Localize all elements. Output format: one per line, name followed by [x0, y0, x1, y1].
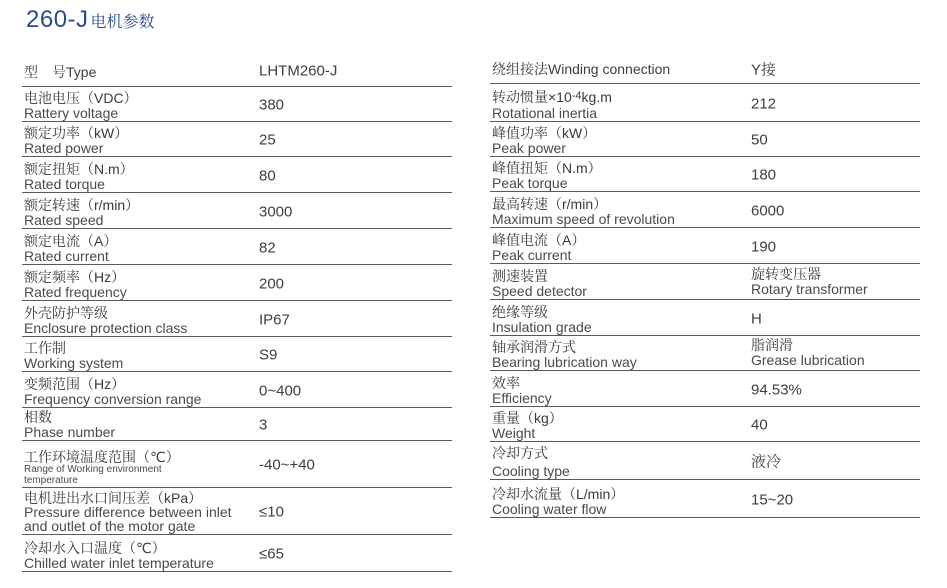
spec-label-cn: 额定电流（A）	[24, 233, 118, 249]
spec-label	[492, 233, 732, 262]
spec-value: 50	[751, 131, 768, 149]
table-row	[22, 122, 452, 157]
spec-label	[24, 162, 264, 191]
spec-label-en: Rattery voltage	[24, 105, 119, 121]
spec-label-cn: 工作制	[24, 340, 66, 356]
spec-label	[492, 161, 732, 190]
table-row	[22, 301, 452, 337]
spec-label	[24, 450, 264, 486]
inertia-unit: kg.m	[581, 89, 612, 105]
spec-label-cn: 外壳防护等级	[24, 305, 108, 321]
spec-label-en: Insulation grade	[492, 319, 592, 335]
spec-label-en: Speed detector	[492, 283, 587, 299]
spec-value: Y接	[751, 61, 777, 79]
table-row	[22, 54, 452, 87]
spec-label-cn: 冷却方式	[492, 445, 548, 461]
table-row	[490, 371, 920, 407]
table-row	[22, 337, 452, 372]
spec-label	[492, 446, 732, 478]
spec-label-en: Frequency conversion range	[24, 391, 202, 407]
spec-label	[24, 270, 264, 299]
spec-value-cn: 脂润滑	[751, 336, 793, 353]
spec-value: 94.53%	[751, 381, 802, 399]
table-row	[22, 229, 452, 265]
spec-label-cn: 峰值功率（kW）	[492, 125, 597, 141]
spec-label	[492, 305, 732, 334]
page-title	[26, 6, 155, 36]
spec-label	[24, 126, 264, 155]
spec-label	[24, 541, 264, 570]
spec-value: H	[751, 310, 762, 328]
spec-value: IP67	[259, 311, 290, 329]
page-title-subtitle: 电机参数	[90, 14, 155, 31]
spec-label-cn: 峰值扭矩（N.m）	[492, 160, 602, 176]
spec-label-en: Working system	[24, 355, 124, 371]
spec-label-cn: 额定扭矩（N.m）	[24, 161, 134, 177]
table-row	[22, 372, 452, 408]
spec-value: 25	[259, 131, 276, 149]
spec-label	[492, 411, 732, 440]
spec-label	[24, 410, 264, 439]
spec-label-en: Peak torque	[492, 175, 568, 191]
spec-label-en: Range of Working environment temperature	[24, 464, 162, 486]
inertia-label-text: 转动惯量×10	[492, 89, 572, 105]
spec-label: 绕组接法Winding connection	[492, 61, 671, 77]
spec-label	[24, 234, 264, 263]
spec-label-en: Cooling type	[492, 463, 570, 479]
spec-value: 液冷	[751, 453, 782, 471]
table-row	[490, 407, 920, 442]
spec-value: 380	[259, 96, 285, 114]
spec-value: 0~400	[259, 382, 302, 400]
spec-value: 190	[751, 238, 777, 256]
spec-label-cn: 额定转速（r/min）	[24, 197, 140, 213]
spec-label-cn: 冷却水入口温度（℃）	[24, 540, 166, 556]
table-row	[22, 265, 452, 301]
table-row	[490, 122, 920, 157]
table-row	[490, 300, 920, 336]
table-row	[490, 192, 920, 228]
spec-label-cn: 效率	[492, 375, 520, 391]
table-row	[490, 228, 920, 264]
spec-label-en: Rated speed	[24, 212, 104, 228]
spec-label	[492, 126, 732, 155]
spec-label-cn: 测速装置	[492, 268, 548, 284]
spec-label-en: Cooling water flow	[492, 501, 607, 517]
spec-label-cn: 重量（kg）	[492, 410, 563, 426]
spec-label-cn: 峰值电流（A）	[492, 232, 586, 248]
table-row	[22, 535, 452, 572]
spec-label-cn: 变频范围（Hz）	[24, 376, 126, 392]
spec-value: 40	[751, 416, 768, 434]
spec-value-cn: 旋转变压器	[751, 265, 821, 282]
spec-label-cn: 额定功率（kW）	[24, 125, 129, 141]
table-row	[490, 84, 920, 122]
spec-label	[24, 306, 264, 335]
spec-label-cn: 冷却水流量（L/min）	[492, 486, 625, 502]
spec-label-en: Bearing lubrication way	[492, 354, 637, 370]
spec-value-en: Rotary transformer	[751, 281, 868, 298]
spec-label: 型 号Type	[24, 64, 97, 80]
spec-label-cn: 相数	[24, 409, 52, 425]
spec-label-cn: 最高转速（r/min）	[492, 196, 608, 212]
spec-value: 80	[259, 167, 276, 185]
spec-label-cn: 绝缘等级	[492, 304, 548, 320]
table-row	[22, 441, 452, 488]
spec-label	[24, 491, 254, 533]
spec-value: 200	[259, 275, 285, 293]
table-row	[490, 264, 920, 300]
table-row	[22, 408, 452, 441]
spec-label-en: Peak power	[492, 140, 566, 156]
spec-label	[492, 487, 732, 516]
spec-label-en: Rated torque	[24, 176, 105, 192]
spec-value: LHTM260-J	[259, 62, 338, 80]
spec-label-en: Maximum speed of revolution	[492, 211, 675, 227]
spec-label	[492, 269, 732, 298]
table-row	[490, 480, 920, 518]
spec-label-en: Chilled water inlet temperature	[24, 555, 214, 571]
table-row	[22, 87, 452, 122]
spec-label-cn: 轴承润滑方式	[492, 339, 576, 355]
spec-label	[492, 90, 732, 120]
spec-value: 3000	[259, 203, 293, 221]
spec-label	[24, 91, 264, 120]
spec-value: ≤10	[259, 503, 284, 521]
left-spec-table	[22, 54, 452, 572]
spec-label-en: Rated current	[24, 248, 109, 264]
spec-label-en: Rotational inertia	[492, 105, 598, 121]
spec-label-en: Efficiency	[492, 390, 552, 406]
spec-value: 3	[259, 416, 268, 434]
spec-value: -40~+40	[259, 456, 315, 474]
spec-value	[751, 338, 865, 368]
spec-label-en: Pressure difference between inlet and outlet of the motor gate	[24, 504, 232, 534]
spec-value: 212	[751, 95, 777, 113]
spec-label-cn	[492, 90, 732, 105]
spec-label-en: Enclosure protection class	[24, 320, 188, 336]
right-spec-table	[490, 54, 920, 518]
spec-label-en: Phase number	[24, 424, 116, 440]
page-title-model: 260-J	[26, 6, 89, 33]
spec-value	[751, 267, 868, 297]
spec-value: 180	[751, 166, 777, 184]
spec-value: 15~20	[751, 491, 794, 509]
spec-label-en: Rated power	[24, 140, 104, 156]
spec-label	[24, 377, 264, 406]
spec-label	[492, 197, 732, 226]
spec-value: S9	[259, 346, 278, 364]
spec-label-cn: 电池电压（VDC）	[24, 90, 138, 106]
table-row	[490, 157, 920, 192]
spec-label	[24, 198, 264, 227]
spec-label	[24, 341, 264, 370]
spec-value: 6000	[751, 202, 785, 220]
table-row	[22, 157, 452, 193]
spec-value: ≤65	[259, 545, 284, 563]
spec-label-cn: 工作环境温度范围（℃）	[24, 449, 180, 465]
table-row	[490, 336, 920, 371]
inertia-exponent: -4	[571, 90, 582, 102]
spec-label-en: Weight	[492, 425, 536, 441]
spec-label-cn: 额定频率（Hz）	[24, 269, 126, 285]
spec-label	[492, 376, 732, 405]
spec-label-en: Rated frequency	[24, 284, 127, 300]
table-row	[22, 193, 452, 229]
spec-value: 82	[259, 239, 276, 257]
spec-label-en: Peak current	[492, 247, 572, 263]
table-row	[490, 54, 920, 84]
table-row	[22, 488, 452, 535]
spec-value-en: Grease lubrication	[751, 352, 865, 369]
spec-label	[492, 340, 732, 369]
spec-label-cn: 电机进出水口间压差（kPa）	[24, 490, 203, 507]
table-row	[490, 442, 920, 480]
